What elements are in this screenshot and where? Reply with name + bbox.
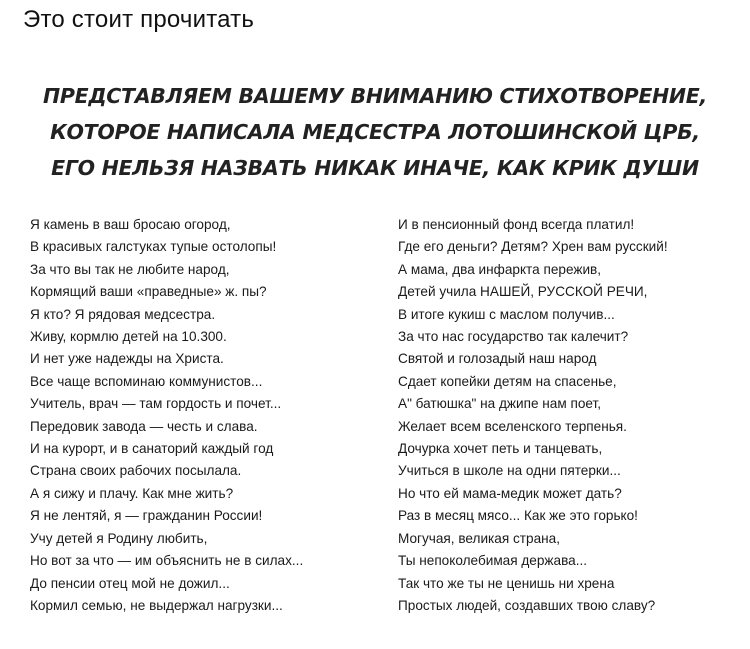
poem-line: Я не лентяй, я — гражданин России!: [30, 508, 263, 524]
poem-column-right: [398, 214, 668, 617]
poem-line: Передовик завода — честь и слава.: [30, 418, 258, 434]
poem-line: Живу, кормлю детей на 10.300.: [30, 329, 227, 345]
poem-line: Могучая, великая страна,: [398, 530, 560, 546]
poem-line: Учитель, врач — там гордость и почет...: [30, 396, 282, 412]
poem-line: Но вот за что — им объяснить не в силах...: [30, 553, 304, 569]
poem-line: А я сижу и плачу. Как мне жить?: [30, 485, 234, 501]
poem-line: Святой и голозадый наш народ: [398, 351, 597, 367]
headline-line: КОТОРОЕ НАПИСАЛА МЕДСЕСТРА ЛОТОШИНСКОЙ ЦРБ,: [50, 120, 700, 144]
poem-line: За что нас государство так калечит?: [398, 329, 629, 345]
poem-line: Желает всем вселенского терпенья.: [398, 418, 627, 434]
poem-line: Учу детей я Родину любить,: [30, 530, 208, 546]
poem-line: Учиться в школе на одни пятерки...: [398, 463, 621, 479]
poem-line: Ты непоколебимая держава...: [398, 553, 588, 569]
poem-line: Простых людей, создавших твою славу?: [398, 597, 656, 613]
headline-line: ПРЕДСТАВЛЯЕМ ВАШЕМУ ВНИМАНИЮ СТИХОТВОРЕНИЕ,: [43, 84, 707, 108]
poem-line: Сдает копейки детям на спасенье,: [398, 373, 617, 389]
poem-line: Так что же ты не ценишь ни хрена: [398, 575, 615, 591]
poem-line: Но что ей мама-медик может дать?: [398, 485, 622, 501]
poem-line: Я кто? Я рядовая медсестра.: [30, 306, 216, 322]
poem-column-left: [30, 214, 303, 617]
poem-line: Кормил семью, не выдержал нагрузки...: [30, 597, 283, 613]
poem-line: В красивых галстуках тупые остолопы!: [30, 239, 277, 255]
poem-line: За что вы так не любите народ,: [30, 261, 230, 277]
poem-line: Кормящий ваши «праведные» ж. пы?: [30, 284, 267, 300]
poem-line: А мама, два инфаркта пережив,: [398, 261, 602, 277]
poem-line: Детей учила НАШЕЙ, РУССКОЙ РЕЧИ,: [398, 284, 648, 300]
poem-headline: [0, 78, 750, 186]
poem-line: До пенсии отец мой не дожил...: [30, 575, 230, 591]
poem-line: Все чаще вспоминаю коммунистов...: [30, 373, 263, 389]
headline-line: ЕГО НЕЛЬЗЯ НАЗВАТЬ НИКАК ИНАЧЕ, КАК КРИК ДУШИ: [51, 156, 699, 180]
poem-line: Я камень в ваш бросаю огород,: [30, 217, 231, 232]
poem-line: Страна своих рабочих посылала.: [30, 463, 242, 479]
poem-line: А" батюшка" на джипе нам поет,: [398, 396, 602, 412]
poem-line: Дочурка хочет петь и танцевать,: [398, 441, 603, 457]
post-caption: Это стоит прочитать: [23, 6, 255, 33]
poem-line: Раз в месяц мясо... Как же это горько!: [398, 508, 638, 524]
poem-line: И нет уже надежды на Христа.: [30, 351, 224, 367]
poem-line: И на курорт, и в санаторий каждый год: [30, 441, 274, 457]
poem-line: В итоге кукиш с маслом получив...: [398, 306, 615, 322]
poem-line: И в пенсионный фонд всегда платил!: [398, 217, 635, 232]
poem-line: Где его деньги? Детям? Хрен вам русский!: [398, 239, 668, 255]
